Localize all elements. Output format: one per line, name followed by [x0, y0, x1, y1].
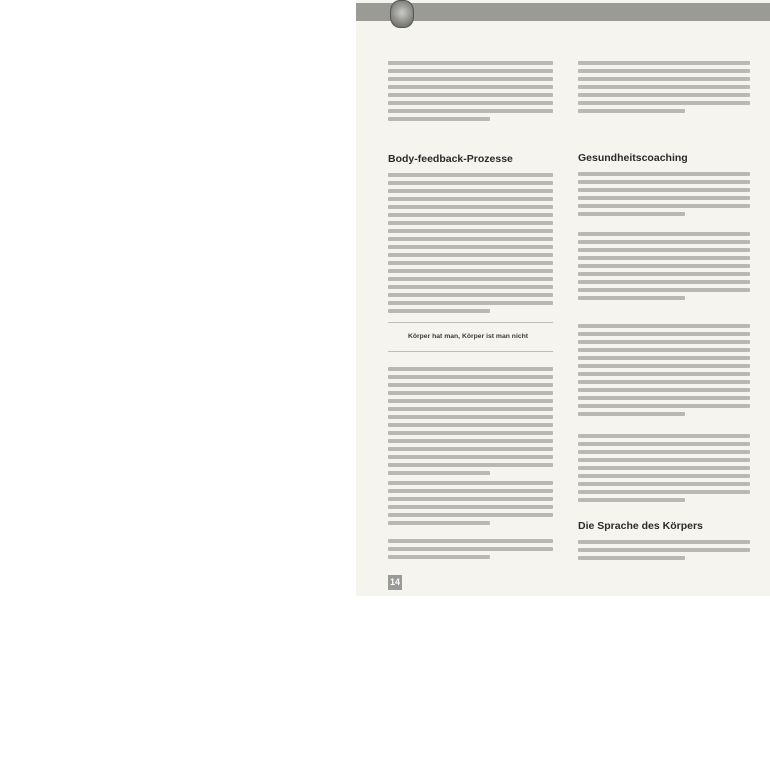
section-heading: Gesundheitscoaching — [578, 152, 688, 164]
body-text-block — [388, 173, 553, 313]
portrait-icon — [390, 0, 414, 28]
section-heading: Die Sprache des Körpers — [578, 520, 703, 532]
divider-rule — [388, 322, 553, 323]
header-bar — [356, 3, 770, 21]
body-text-block — [578, 232, 750, 300]
body-text-block — [388, 61, 553, 121]
body-text-block — [578, 434, 750, 502]
body-text-block — [388, 367, 553, 475]
body-text-block — [578, 324, 750, 416]
body-text-block — [578, 540, 750, 560]
body-text-block — [578, 61, 750, 113]
body-text-block — [388, 539, 553, 559]
body-text-block — [578, 172, 750, 216]
section-heading: Body-feedback-Prozesse — [388, 153, 513, 165]
page-number: 14 — [390, 577, 401, 587]
body-text-block — [388, 481, 553, 525]
divider-rule — [388, 351, 553, 352]
pull-quote: Körper hat man, Körper ist man nicht — [407, 333, 529, 340]
